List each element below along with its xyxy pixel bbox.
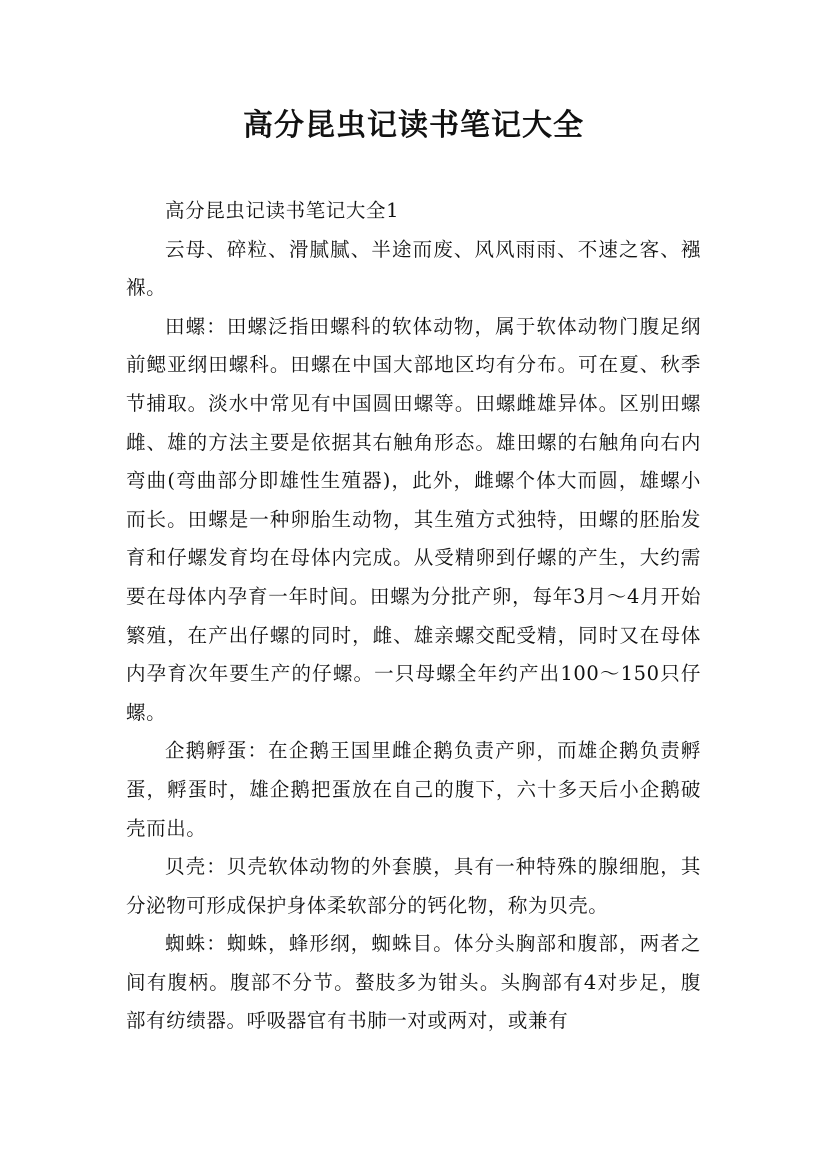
spider-paragraph: 蜘蛛：蜘蛛，蜂形纲，蜘蛛目。体分头胸部和腹部，两者之间有腹柄。腹部不分节。螯肢多为钳头。头胸部有4对步足，腹部有纺绩器。呼吸器官有书肺一对或两对，或兼有 <box>126 932 701 1033</box>
vocabulary-paragraph: 云母、碎粒、滑腻腻、半途而废、风风雨雨、不速之客、襁褓。 <box>126 237 701 300</box>
snail-paragraph: 田螺：田螺泛指田螺科的软体动物，属于软体动物门腹足纲前鳃亚纲田螺科。田螺在中国大部地区均有分布。可在夏、秋季节捕取。淡水中常见有中国圆田螺等。田螺雌雄异体。区别田螺雌、雄的方法主要是依据其右触角形态。雄田螺的右触角向右内弯曲(弯曲部分即雄性生殖器)，此外，雌螺个体大而圆，雄螺小而长。田螺是一种卵胎生动物，其生殖方式独特，田螺的胚胎发育和仔螺发育均在母体内完成。从受精卵到仔螺的产生，大约需要在母体内孕育一年时间。田螺为分批产卵，每年3月～4月开始繁殖，在产出仔螺的同时，雌、雄亲螺交配受精，同时又在母体内孕育次年要生产的仔螺。一只母螺全年约产出100～150只仔螺。 <box>126 314 701 724</box>
document-body <box>126 192 701 1041</box>
document-title: 高分昆虫记读书笔记大全 <box>243 108 584 143</box>
shell-paragraph: 贝壳：贝壳软体动物的外套膜，具有一种特殊的腺细胞，其分泌物可形成保护身体柔软部分的钙化物，称为贝壳。 <box>126 855 701 917</box>
penguin-paragraph: 企鹅孵蛋：在企鹅王国里雌企鹅负责产卵，而雄企鹅负责孵蛋，孵蛋时，雄企鹅把蛋放在自己的腹下，六十多天后小企鹅破壳而出。 <box>126 739 701 840</box>
section-heading: 高分昆虫记读书笔记大全1 <box>165 199 400 222</box>
